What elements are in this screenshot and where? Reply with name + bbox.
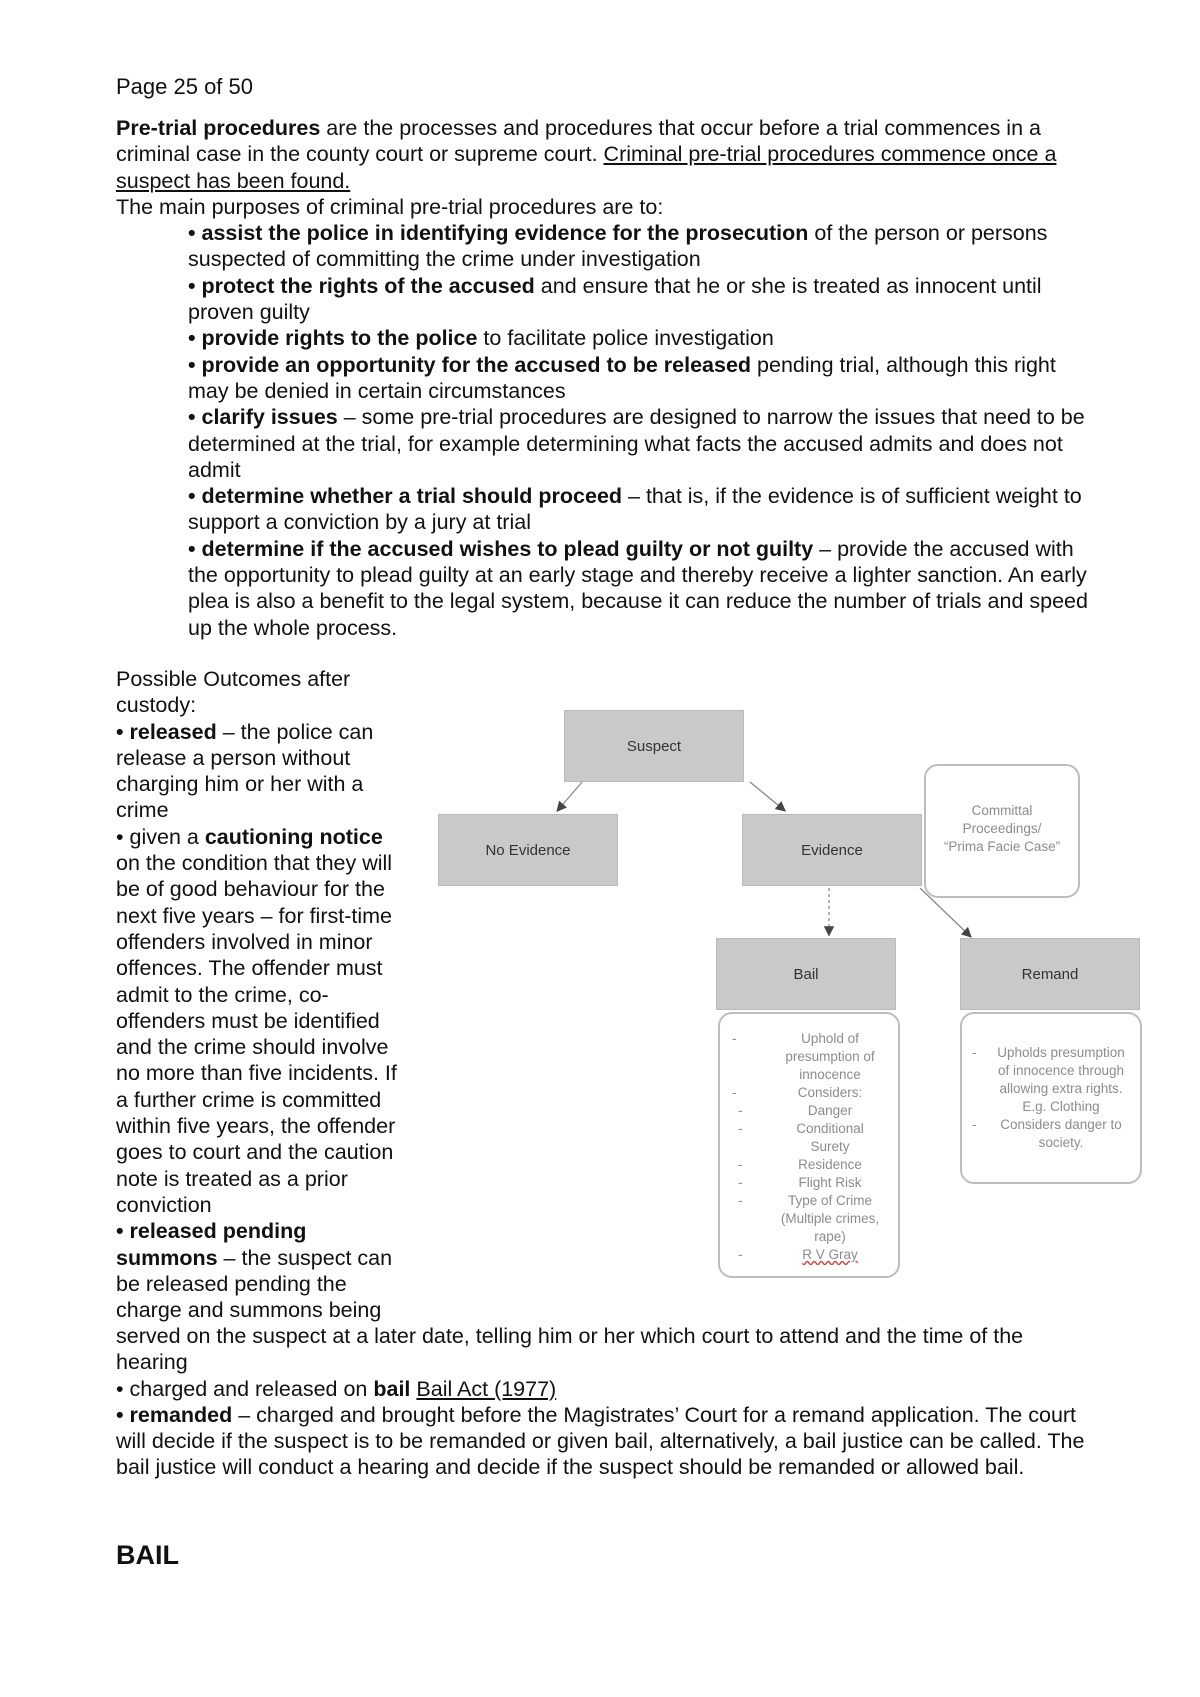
- note-line: - Upholds presumption: [972, 1045, 1125, 1060]
- note-line: - Residence: [738, 1157, 862, 1172]
- note-line: Committal: [971, 803, 1033, 818]
- note-line: Proceedings/: [962, 821, 1042, 836]
- purpose-item: [188, 325, 1100, 351]
- intro-underlined: Criminal pre-trial procedures commence once a suspect has been found.: [116, 142, 1057, 193]
- purpose-bold: • determine if the accused wishes to plead guilty or not guilty: [188, 536, 814, 561]
- intro-term: Pre-trial procedures: [116, 116, 321, 140]
- purpose-text: and ensure that he or she is treated as innocent until proven guilty: [188, 273, 1042, 325]
- outcome-bold: bail: [373, 1376, 411, 1401]
- note-line: rape): [814, 1229, 846, 1244]
- outcome-remand: [116, 1402, 1100, 1481]
- purpose-item: [188, 483, 1100, 536]
- note-line: - Danger: [738, 1103, 853, 1118]
- outcome-summons: [116, 1218, 406, 1323]
- note-line: allowing extra rights.: [999, 1081, 1123, 1096]
- note-line: - Considers danger to: [972, 1117, 1122, 1132]
- bail-act-link: Bail Act (1977): [416, 1376, 557, 1401]
- outcome-bold: • released: [116, 719, 217, 744]
- purpose-text: pending trial, although this right may be denied in certain circumstances: [188, 352, 1056, 403]
- node-no-evidence: No Evidence: [438, 814, 618, 886]
- outcome-bail: [116, 1376, 1100, 1402]
- purpose-text: to facilitate police investigation: [477, 326, 774, 351]
- purpose-bold: • determine whether a trial should proceed: [188, 484, 623, 509]
- purpose-bold: • provide an opportunity for the accused to be released: [188, 352, 752, 377]
- purposes-list: [188, 220, 1100, 641]
- note-line: society.: [1038, 1135, 1084, 1150]
- outcome-bold: • released pending summons: [116, 1219, 307, 1270]
- note-line: (Multiple crimes,: [780, 1211, 880, 1226]
- purpose-text: – that is, if the evidence is of sufficient weight to support a conviction by a jury at trial: [188, 484, 1082, 535]
- note-line: - R V Gray: [738, 1247, 858, 1262]
- note-committal-proceedings: [924, 764, 1080, 898]
- note-line: Surety: [810, 1139, 850, 1154]
- outcomes-continued: [116, 1323, 1100, 1481]
- outcome-caution: [116, 824, 406, 1218]
- page-number: Page 25 of 50: [116, 74, 254, 99]
- note-line: - Considers:: [732, 1085, 863, 1100]
- section-heading-bail: BAIL: [116, 1540, 179, 1570]
- outcome-text: • charged and released on: [116, 1376, 374, 1401]
- note-line: innocence: [799, 1067, 861, 1082]
- outcome-text: – charged and brought before the Magistrates’ Court for a remand application. The court will decide if the suspect is to be remanded or given bail, alternatively, a bail justice can be called. The bail justice will conduct a hearing and decide if the suspect should be remanded or allowed bail.: [116, 1402, 1085, 1480]
- purpose-item: [188, 220, 1100, 273]
- purpose-bold: • provide rights to the police: [188, 326, 478, 351]
- intro-section: [116, 115, 1100, 641]
- purpose-item: [188, 404, 1100, 483]
- outcomes-heading: Possible Outcomes after custody:: [116, 667, 351, 718]
- purpose-item: [188, 352, 1100, 405]
- note-line: “Prima Facie Case”: [943, 839, 1061, 854]
- node-evidence: Evidence: [742, 814, 922, 886]
- note-line: E.g. Clothing: [1022, 1099, 1100, 1114]
- purpose-item: [188, 536, 1100, 641]
- purpose-text: of the person or persons suspected of committing the crime under investigation: [188, 221, 1048, 272]
- outcomes-section: [116, 666, 406, 1323]
- outcome-text: – the police can release a person without charging him or her with a crime: [116, 719, 374, 823]
- purpose-bold: • clarify issues: [188, 405, 338, 430]
- purpose-text: – some pre-trial procedures are designed to narrow the issues that need to be determined at the trial, for example determining what facts the accused admits and does not admit: [188, 405, 1085, 482]
- note-line: - Conditional: [738, 1121, 864, 1136]
- outcome-released: [116, 719, 406, 824]
- note-line: presumption of: [785, 1049, 875, 1064]
- outcome-text: – the suspect can be released pending the charge and summons being: [116, 1245, 393, 1323]
- note-line: - Type of Crime: [738, 1193, 873, 1208]
- connector-suspect-noevidence: [558, 782, 582, 810]
- purpose-bold: • assist the police in identifying evidence for the prosecution: [188, 221, 809, 246]
- node-bail: Bail: [716, 938, 896, 1010]
- outcome-bold: cautioning notice: [204, 824, 383, 849]
- outcome-text: on the condition that they will be of good behaviour for the next five years – for first-time offenders involved in minor offences. The offender must admit to the crime, co-offenders must be identified and the crime should involve no more than five incidents. If a further crime is committed within five years, the offender goes to court and the caution note is treated as a prior conviction: [116, 851, 397, 1217]
- note-line: - Uphold of: [732, 1031, 859, 1046]
- purpose-text: – provide the accused with the opportunity to plead guilty at an early stage and thereby receive a lighter sanction. An early plea is also a benefit to the legal system, because it can reduce the number of trials and speed up the whole process.: [188, 536, 1088, 640]
- node-suspect: Suspect: [564, 710, 744, 782]
- connector-suspect-evidence: [750, 782, 784, 810]
- note-bail-considerations: [718, 1012, 900, 1278]
- outcome-summons-cont: served on the suspect at a later date, telling him or her which court to attend and the time of the hearing: [116, 1324, 1024, 1375]
- note-remand-considerations: [960, 1012, 1142, 1184]
- note-line: - Flight Risk: [738, 1175, 862, 1190]
- custody-diagram: [430, 700, 1150, 1290]
- intro-text: are the processes and procedures that occur before a trial commences in a criminal case in the county court or supreme court.: [116, 116, 1041, 167]
- outcome-bold: • remanded: [116, 1402, 233, 1427]
- purposes-lead: The main purposes of criminal pre-trial procedures are to:: [116, 194, 664, 219]
- outcome-text: • given a: [116, 824, 205, 849]
- purpose-item: [188, 273, 1100, 326]
- purpose-bold: • protect the rights of the accused: [188, 273, 535, 298]
- node-remand: Remand: [960, 938, 1140, 1010]
- note-line: of innocence through: [997, 1063, 1125, 1078]
